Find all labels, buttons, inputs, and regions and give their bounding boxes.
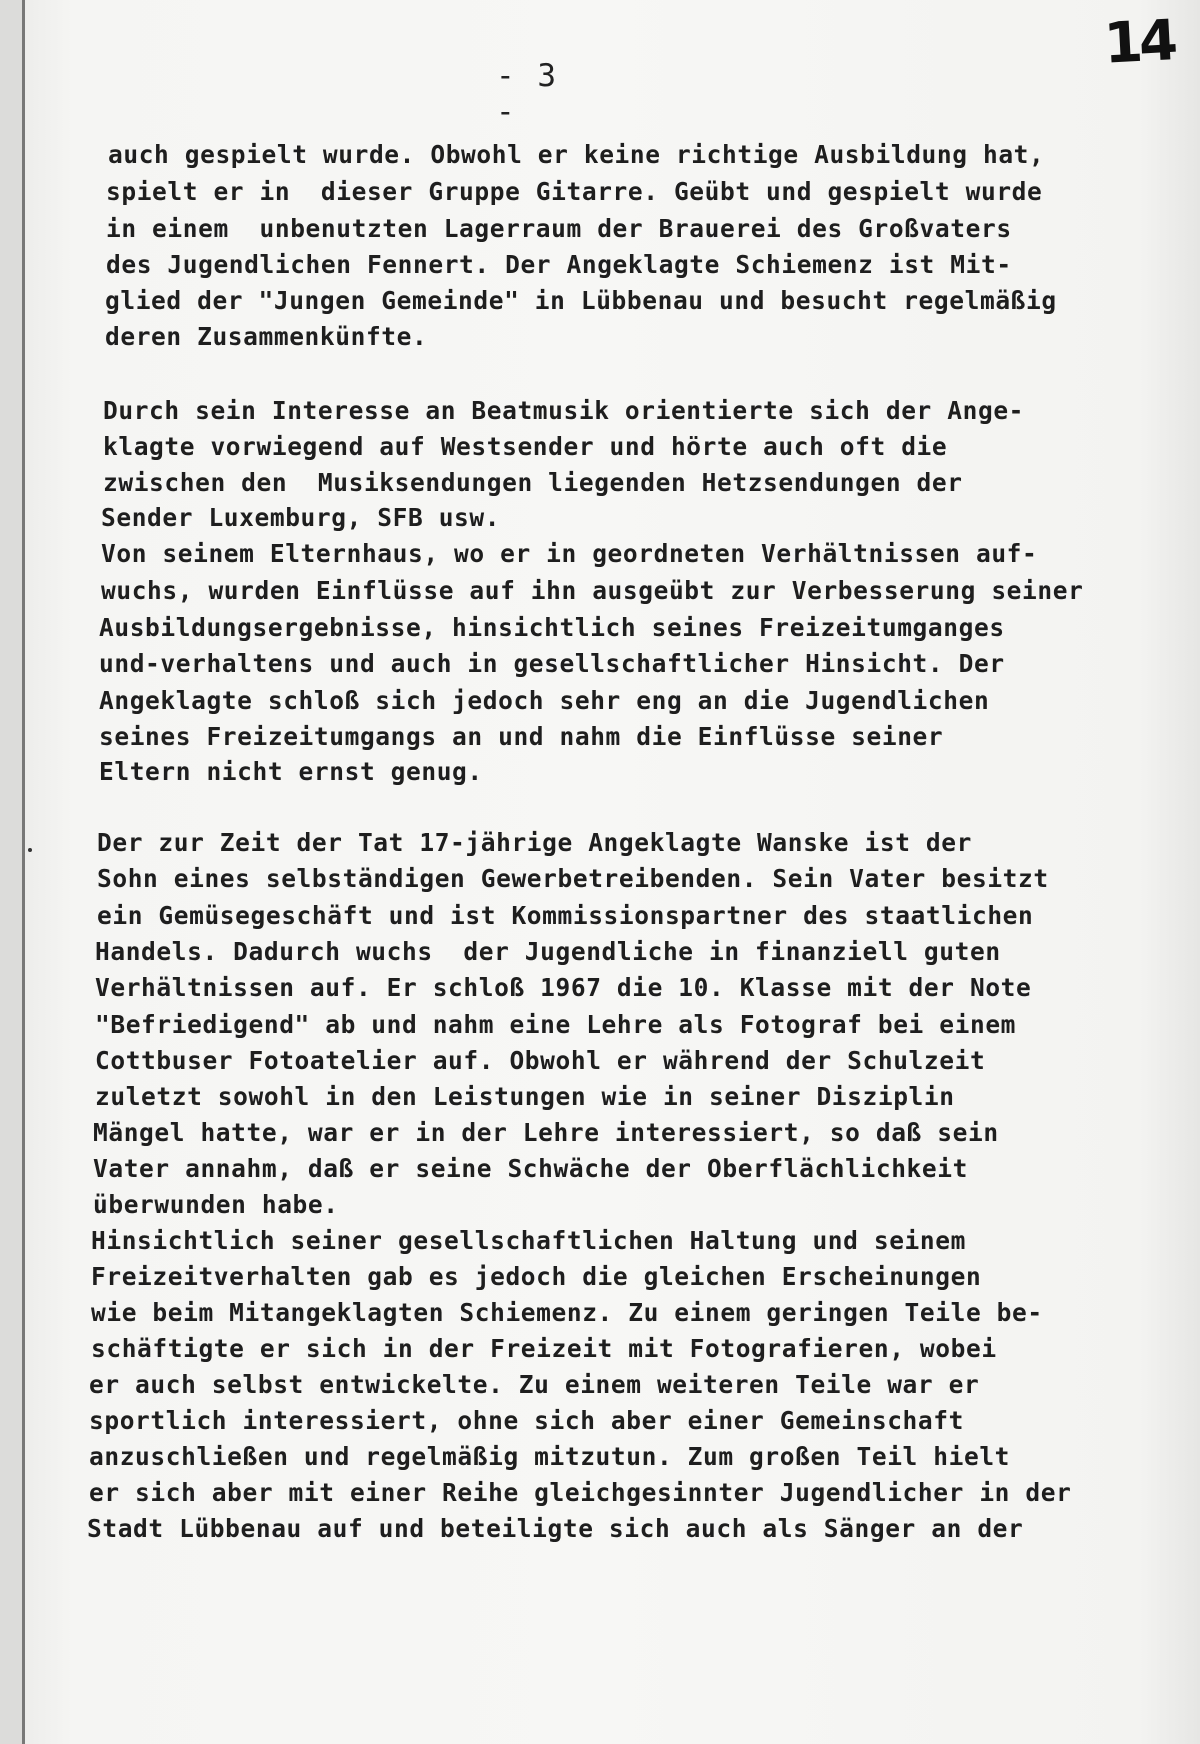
text-line: Handels. Dadurch wuchs der Jugendliche in finanziell guten xyxy=(95,937,1001,966)
text-line: Verhältnissen auf. Er schloß 1967 die 10. Klasse mit der Note xyxy=(95,973,1032,1002)
text-line: Sender Luxemburg, SFB usw. xyxy=(101,503,501,532)
text-line: Durch sein Interesse an Beatmusik orientierte sich der Ange- xyxy=(103,396,1025,425)
text-line: zwischen den Musiksendungen liegenden Hetzsendungen der xyxy=(103,468,963,497)
text-line: Sohn eines selbständigen Gewerbetreibenden. Sein Vater besitzt xyxy=(97,864,1049,893)
text-line: Ausbildungsergebnisse, hinsichtlich seines Freizeitumganges xyxy=(99,613,1005,642)
handwritten-folio-number: 14 xyxy=(1102,8,1176,77)
text-line: überwunden habe. xyxy=(93,1190,339,1219)
text-line: "Befriedigend" ab und nahm eine Lehre als Fotograf bei einem xyxy=(95,1010,1017,1039)
text-line: sportlich interessiert, ohne sich aber einer Gemeinschaft xyxy=(89,1406,964,1435)
text-line: klagte vorwiegend auf Westsender und hörte auch oft die xyxy=(103,432,948,461)
text-line: Freizeitverhalten gab es jedoch die gleichen Erscheinungen xyxy=(91,1262,982,1291)
text-line: Vater annahm, daß er seine Schwäche der Oberflächlichkeit xyxy=(93,1154,968,1183)
text-line: Hinsichtlich seiner gesellschaftlichen Haltung und seinem xyxy=(91,1226,966,1255)
text-line: und-verhaltens und auch in gesellschaftlicher Hinsicht. Der xyxy=(99,649,1005,678)
text-line: Eltern nicht ernst genug. xyxy=(99,757,483,786)
text-line: schäftigte er sich in der Freizeit mit Fotografieren, wobei xyxy=(91,1334,997,1363)
text-line: des Jugendlichen Fennert. Der Angeklagte Schiemenz ist Mit- xyxy=(106,250,1012,279)
text-line: auch gespielt wurde. Obwohl er keine richtige Ausbildung hat, xyxy=(108,140,1045,169)
text-line: ein Gemüsegeschäft und ist Kommissionspartner des staatlichen xyxy=(97,901,1034,930)
text-line: er sich aber mit einer Reihe gleichgesinnter Jugendlicher in der xyxy=(89,1478,1072,1507)
text-line: Stadt Lübbenau auf und beteiligte sich auch als Sänger an der xyxy=(87,1514,1024,1543)
text-line: zuletzt sowohl in den Leistungen wie in seiner Disziplin xyxy=(95,1082,955,1111)
text-line: anzuschließen und regelmäßig mitzutun. Zum großen Teil hielt xyxy=(89,1442,1011,1471)
text-line: in einem unbenutzten Lagerraum der Brauerei des Großvaters xyxy=(106,214,1012,243)
page-number: - 3 - xyxy=(496,58,558,130)
text-line: glied der "Jungen Gemeinde" in Lübbenau und besucht regelmäßig xyxy=(105,286,1057,315)
text-line: Mängel hatte, war er in der Lehre interessiert, so daß sein xyxy=(93,1118,999,1147)
text-line: Der zur Zeit der Tat 17-jährige Angeklagte Wanske ist der xyxy=(97,828,972,857)
text-line: seines Freizeitumgangs an und nahm die Einflüsse seiner xyxy=(99,722,944,751)
text-line: wie beim Mitangeklagten Schiemenz. Zu einem geringen Teile be- xyxy=(91,1298,1043,1327)
text-line: spielt er in dieser Gruppe Gitarre. Geübt und gespielt wurde xyxy=(106,177,1043,206)
text-line: wuchs, wurden Einflüsse auf ihn ausgeübt zur Verbesserung seiner xyxy=(101,576,1084,605)
text-line: Cottbuser Fotoatelier auf. Obwohl er während der Schulzeit xyxy=(95,1046,986,1075)
text-line: Von seinem Elternhaus, wo er in geordneten Verhältnissen auf- xyxy=(101,539,1038,568)
margin-dot xyxy=(28,848,32,852)
text-line: er auch selbst entwickelte. Zu einem weiteren Teile war er xyxy=(89,1370,980,1399)
text-line: Angeklagte schloß sich jedoch sehr eng an die Jugendlichen xyxy=(99,686,990,715)
text-line: deren Zusammenkünfte. xyxy=(105,322,428,351)
